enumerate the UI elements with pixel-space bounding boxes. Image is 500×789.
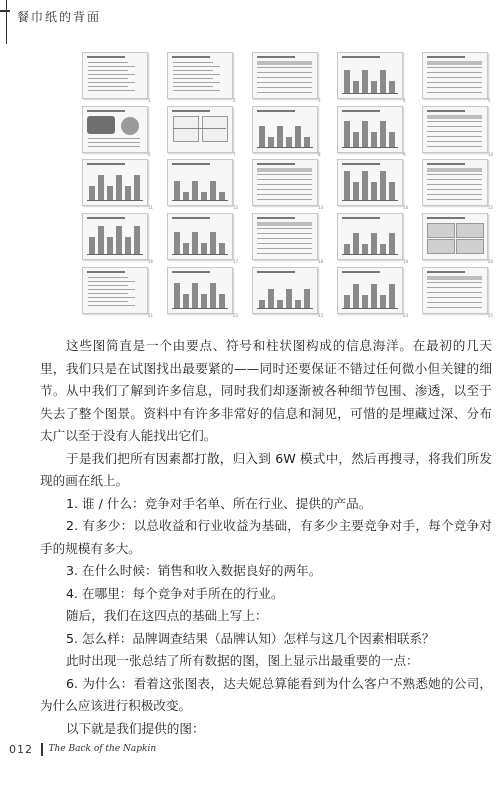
thumbnail-bar	[353, 182, 359, 200]
slide-thumbnail	[252, 213, 318, 260]
slide-thumbnail	[252, 106, 318, 153]
list-item: 4. 在哪里：每个竞争对手所在的行业。	[66, 585, 284, 601]
thumbnail-page-number: 2	[233, 98, 236, 103]
thumbnail-bar	[219, 192, 225, 200]
thumbnail-title	[427, 56, 465, 58]
thumbnail-axis	[342, 93, 398, 94]
thumbnail-axis	[342, 147, 398, 148]
thumbnail-bar	[219, 294, 225, 308]
thumbnail-text-line	[88, 281, 135, 282]
thumbnail-text-line	[173, 90, 220, 91]
thumbnail-bar	[107, 237, 113, 254]
slide-thumbnail	[252, 267, 318, 314]
thumbnail-text-line	[88, 142, 140, 143]
thumbnail-table-rule	[427, 307, 482, 308]
thumbnail-bar	[344, 171, 350, 200]
thumbnail-table-rule	[427, 136, 482, 137]
slide-thumbnail	[82, 159, 148, 206]
thumbnail-table-header	[427, 168, 482, 172]
thumbnail-table-rule	[427, 121, 482, 122]
thumbnail-bar	[192, 283, 198, 308]
thumbnail-bar	[353, 81, 359, 93]
thumbnail-bar	[389, 233, 395, 254]
paragraph: 于是我们把所有因素都打散，归入到 6W 模式中，然后再搜寻，将我们所发现的画在纸上。	[40, 450, 492, 488]
slide-thumbnail	[337, 267, 403, 314]
slide-thumbnail	[82, 213, 148, 260]
thumbnail-table-rule	[427, 184, 482, 185]
thumbnail-table-rule	[257, 248, 312, 249]
thumbnail-table-rule	[257, 184, 312, 185]
thumbnail-title	[427, 271, 465, 273]
slide-thumbnail	[422, 159, 488, 206]
thumbnail-title	[342, 163, 380, 165]
thumbnail-title	[427, 110, 465, 112]
thumbnail-table-header	[427, 115, 482, 119]
slide-thumbnail	[337, 106, 403, 153]
thumbnail-title	[427, 163, 465, 165]
thumbnail-bar	[304, 289, 310, 308]
thumbnail-table-rule	[427, 194, 482, 195]
thumbnail-table-rule	[257, 174, 312, 175]
list-item: 6. 为什么：看着这张图表，达夫妮总算能看到为什么客户不熟悉她的公司，为什么应该进行积极改变。	[40, 675, 492, 713]
thumbnail-text-line	[88, 90, 135, 91]
running-title: 餐巾纸的背面	[17, 10, 102, 24]
thumbnail-table-header	[427, 61, 482, 65]
thumbnail-title	[342, 56, 380, 58]
thumbnail-page-number: 24	[403, 313, 409, 318]
thumbnail-text-line	[88, 74, 135, 75]
thumbnail-text-line	[173, 74, 220, 75]
thumbnail-bar	[286, 137, 292, 147]
thumbnail-bar	[201, 243, 207, 254]
slide-thumbnail-grid	[82, 52, 494, 318]
slide-thumbnail	[422, 267, 488, 314]
thumbnail-bar	[183, 294, 189, 308]
thumbnail-page-number: 23	[318, 313, 324, 318]
thumbnail-title	[172, 163, 210, 165]
thumbnail-table-rule	[257, 233, 312, 234]
thumbnail-title	[87, 163, 125, 165]
thumbnail-table-rule	[257, 194, 312, 195]
thumbnail-text-line	[88, 86, 128, 87]
header-tick	[0, 10, 10, 12]
book-title: The Back of the Napkin	[48, 744, 157, 754]
thumbnail-table-rule	[427, 92, 482, 93]
thumbnail-bar	[371, 284, 377, 308]
thumbnail-bar	[116, 226, 122, 254]
thumbnail-bar	[219, 243, 225, 254]
thumbnail-axis	[257, 147, 313, 148]
header-rule	[0, 0, 7, 44]
thumbnail-bar	[134, 175, 140, 200]
list-item: 2. 有多少：以总收益和行业收益为基础，有多少主要竞争对手，每个竞争对手的规模有多大。	[40, 518, 492, 556]
thumbnail-table-rule	[427, 179, 482, 180]
thumbnail-bar	[201, 294, 207, 308]
thumbnail-table-rule	[427, 141, 482, 142]
thumbnail-bar	[371, 233, 377, 254]
slide-thumbnail	[422, 213, 488, 260]
thumbnail-bar	[268, 137, 274, 147]
thumbnail-title	[257, 163, 295, 165]
thumbnail-bar	[295, 126, 301, 147]
thumbnail-text-line	[88, 293, 128, 294]
thumbnail-title	[257, 56, 295, 58]
thumbnail-bar	[125, 186, 131, 200]
thumbnail-page-number: 17	[233, 259, 239, 264]
thumbnail-page-number: 6	[148, 152, 151, 157]
thumbnail-pie	[121, 117, 139, 135]
thumbnail-text-line	[173, 70, 213, 71]
thumbnail-bar	[380, 70, 386, 93]
thumbnail-page-number: 22	[233, 313, 239, 318]
thumbnail-axis	[172, 200, 228, 201]
thumbnail-bar	[277, 126, 283, 147]
thumbnail-table-rule	[427, 77, 482, 78]
thumbnail-title	[87, 271, 125, 273]
slide-thumbnail	[422, 106, 488, 153]
thumbnail-page-number: 4	[403, 98, 406, 103]
thumbnail-table-rule	[427, 287, 482, 288]
thumbnail-title	[172, 56, 210, 58]
thumbnail-quadrant	[202, 116, 228, 142]
thumbnail-bar	[183, 243, 189, 254]
thumbnail-bar	[134, 226, 140, 254]
thumbnail-bar	[389, 81, 395, 93]
thumbnail-page-number: 9	[403, 152, 406, 157]
thumbnail-bar	[183, 192, 189, 200]
thumbnail-table-rule	[427, 189, 482, 190]
thumbnail-bar	[286, 289, 292, 308]
thumbnail-title	[257, 271, 295, 273]
thumbnail-table-rule	[257, 67, 312, 68]
thumbnail-bar	[304, 137, 310, 147]
thumbnail-bar	[210, 283, 216, 308]
thumbnail-table-rule	[427, 67, 482, 68]
thumbnail-table-rule	[427, 174, 482, 175]
thumbnail-table-rule	[257, 179, 312, 180]
thumbnail-page-number: 1	[148, 98, 151, 103]
thumbnail-title	[342, 110, 380, 112]
thumbnail-bar	[371, 81, 377, 93]
thumbnail-table-header	[257, 168, 312, 172]
slide-thumbnail	[82, 106, 148, 153]
thumbnail-bar	[362, 244, 368, 254]
thumbnail-page-number: 18	[318, 259, 324, 264]
thumbnail-table-rule	[257, 87, 312, 88]
thumbnail-bar	[353, 132, 359, 147]
thumbnail-bar	[89, 186, 95, 200]
thumbnail-table-rule	[257, 77, 312, 78]
slide-thumbnail	[167, 52, 233, 99]
thumbnail-text-line	[173, 62, 213, 63]
thumbnail-axis	[172, 308, 228, 309]
thumbnail-bar	[353, 233, 359, 254]
thumbnail-table-header	[427, 276, 482, 280]
thumbnail-box	[456, 239, 484, 254]
thumbnail-table-rule	[257, 228, 312, 229]
thumbnail-title	[87, 217, 125, 219]
thumbnail-page-number: 19	[403, 259, 409, 264]
slide-thumbnail	[167, 106, 233, 153]
thumbnail-page-number: 5	[488, 98, 491, 103]
thumbnail-table-rule	[257, 82, 312, 83]
thumbnail-bar	[201, 192, 207, 200]
thumbnail-page-number: 8	[318, 152, 321, 157]
thumbnail-text-line	[88, 285, 128, 286]
thumbnail-text-line	[88, 78, 128, 79]
thumbnail-bar	[353, 284, 359, 308]
paragraph: 此时出现一张总结了所有数据的图，图上显示出最重要的一点：	[66, 653, 419, 668]
thumbnail-page-number: 20	[488, 259, 494, 264]
thumbnail-text-line	[88, 146, 140, 147]
thumbnail-page-number: 13	[318, 205, 324, 210]
thumbnail-axis	[87, 254, 143, 255]
thumbnail-table-rule	[257, 238, 312, 239]
thumbnail-table-rule	[257, 199, 312, 200]
paragraph: 以下就是我们提供的图：	[66, 720, 205, 736]
slide-thumbnail	[337, 159, 403, 206]
thumbnail-text-line	[173, 86, 213, 87]
thumbnail-map	[87, 116, 115, 134]
thumbnail-text-line	[88, 289, 135, 290]
thumbnail-page-number: 25	[488, 313, 494, 318]
thumbnail-bar	[344, 244, 350, 254]
thumbnail-axis	[87, 200, 143, 201]
thumbnail-text-line	[88, 277, 128, 278]
thumbnail-page-number: 14	[403, 205, 409, 210]
thumbnail-bar	[277, 300, 283, 308]
thumbnail-bar	[389, 132, 395, 147]
thumbnail-table-rule	[427, 146, 482, 147]
thumbnail-bar	[362, 295, 368, 308]
thumbnail-page-number: 3	[318, 98, 321, 103]
thumbnail-title	[342, 271, 380, 273]
slide-thumbnail	[82, 52, 148, 99]
thumbnail-bar	[362, 171, 368, 200]
thumbnail-bar	[98, 175, 104, 200]
thumbnail-bar	[210, 181, 216, 200]
thumbnail-page-number: 7	[233, 152, 236, 157]
thumbnail-page-number: 12	[233, 205, 239, 210]
body-text	[40, 335, 492, 740]
thumbnail-title	[87, 56, 125, 58]
thumbnail-bar	[174, 283, 180, 308]
thumbnail-text-line	[88, 297, 135, 298]
thumbnail-table-rule	[427, 199, 482, 200]
thumbnail-axis	[173, 128, 226, 129]
list-item: 5. 怎么样：品牌调查结果（品牌认知）怎样与这几个因素相联系？	[66, 630, 435, 646]
paragraph: 随后，我们在这四点的基础上写上：	[66, 608, 268, 623]
thumbnail-text-line	[88, 70, 128, 71]
thumbnail-bar	[344, 295, 350, 308]
slide-thumbnail	[82, 267, 148, 314]
slide-thumbnail	[252, 52, 318, 99]
list-item: 1. 谁 / 什么：竞争对手名单、所在行业、提供的产品。	[66, 495, 372, 511]
slide-thumbnail	[337, 52, 403, 99]
thumbnail-bar	[389, 182, 395, 200]
thumbnail-table-header	[257, 222, 312, 226]
thumbnail-bar	[344, 70, 350, 93]
thumbnail-table-rule	[427, 87, 482, 88]
thumbnail-bar	[268, 289, 274, 308]
thumbnail-page-number: 16	[148, 259, 154, 264]
slide-thumbnail	[167, 213, 233, 260]
thumbnail-bar	[362, 121, 368, 147]
thumbnail-table-rule	[257, 189, 312, 190]
slide-thumbnail	[252, 159, 318, 206]
thumbnail-table-rule	[427, 282, 482, 283]
thumbnail-text-line	[173, 78, 213, 79]
footer-divider	[41, 743, 43, 756]
thumbnail-bar	[259, 300, 265, 308]
thumbnail-bar	[295, 300, 301, 308]
thumbnail-axis	[342, 200, 398, 201]
thumbnail-table-rule	[427, 302, 482, 303]
thumbnail-bar	[210, 232, 216, 254]
list-item: 3. 在什么时候：销售和收入数据良好的两年。	[66, 563, 322, 578]
thumbnail-bar	[192, 181, 198, 200]
thumbnail-title	[257, 110, 295, 112]
thumbnail-bar	[344, 121, 350, 147]
thumbnail-table-rule	[257, 72, 312, 73]
thumbnail-bar	[380, 171, 386, 200]
thumbnail-page-number: 21	[148, 313, 154, 318]
thumbnail-text-line	[88, 82, 135, 83]
thumbnail-bar	[116, 175, 122, 200]
thumbnail-title	[172, 271, 210, 273]
thumbnail-bar	[371, 182, 377, 200]
thumbnail-bar	[380, 244, 386, 254]
thumbnail-bar	[192, 232, 198, 254]
thumbnail-title	[172, 110, 210, 112]
thumbnail-bar	[362, 70, 368, 93]
thumbnail-bar	[371, 132, 377, 147]
thumbnail-table-rule	[257, 243, 312, 244]
thumbnail-text-line	[88, 62, 128, 63]
thumbnail-bar	[89, 237, 95, 254]
thumbnail-title	[342, 217, 380, 219]
thumbnail-table-rule	[427, 292, 482, 293]
thumbnail-title	[87, 110, 125, 112]
slide-thumbnail	[337, 213, 403, 260]
thumbnail-text-line	[88, 301, 128, 302]
slide-thumbnail	[167, 267, 233, 314]
thumbnail-bar	[380, 121, 386, 147]
thumbnail-axis	[342, 254, 398, 255]
thumbnail-table-rule	[427, 126, 482, 127]
thumbnail-table-rule	[427, 297, 482, 298]
thumbnail-bar	[174, 181, 180, 200]
thumbnail-title	[427, 217, 465, 219]
page-footer	[9, 742, 156, 756]
thumbnail-axis	[257, 308, 313, 309]
slide-thumbnail	[167, 159, 233, 206]
slide-thumbnail	[422, 52, 488, 99]
thumbnail-title	[257, 217, 295, 219]
thumbnail-box	[427, 223, 455, 238]
page-number: 012	[9, 742, 33, 756]
thumbnail-box	[456, 223, 484, 238]
thumbnail-table-rule	[427, 82, 482, 83]
thumbnail-table-rule	[427, 131, 482, 132]
thumbnail-quadrant	[173, 116, 199, 142]
thumbnail-text-line	[173, 66, 220, 67]
thumbnail-bar	[98, 226, 104, 254]
thumbnail-text-line	[173, 82, 220, 83]
thumbnail-text-line	[88, 305, 135, 306]
thumbnail-page-number: 15	[488, 205, 494, 210]
thumbnail-page-number: 11	[148, 205, 154, 210]
thumbnail-bar	[174, 232, 180, 254]
thumbnail-table-header	[257, 61, 312, 65]
thumbnail-box	[427, 239, 455, 254]
thumbnail-table-rule	[257, 92, 312, 93]
thumbnail-bar	[107, 186, 113, 200]
thumbnail-table-rule	[427, 72, 482, 73]
thumbnail-bar	[380, 295, 386, 308]
thumbnail-table-rule	[257, 253, 312, 254]
thumbnail-bar	[125, 237, 131, 254]
thumbnail-text-line	[88, 138, 140, 139]
thumbnail-title	[172, 217, 210, 219]
thumbnail-page-number: 10	[488, 152, 494, 157]
thumbnail-bar	[259, 126, 265, 147]
thumbnail-axis	[342, 308, 398, 309]
thumbnail-text-line	[88, 66, 135, 67]
thumbnail-bar	[389, 284, 395, 308]
thumbnail-axis	[172, 254, 228, 255]
paragraph: 这些图简直是一个由要点、符号和柱状图构成的信息海洋。在最初的几天里，我们只是在试图找出最要紧的——同时还要保证不错过任何微小但关键的细节。从中我们了解到许多信息，同时我们却逐渐被各种细节包围、渗透，以至于失去了整个图景。资料中有许多非常好的信息和洞见，可惜的是埋藏过深、分布太广以至于没有人能找出它们。	[40, 338, 492, 443]
